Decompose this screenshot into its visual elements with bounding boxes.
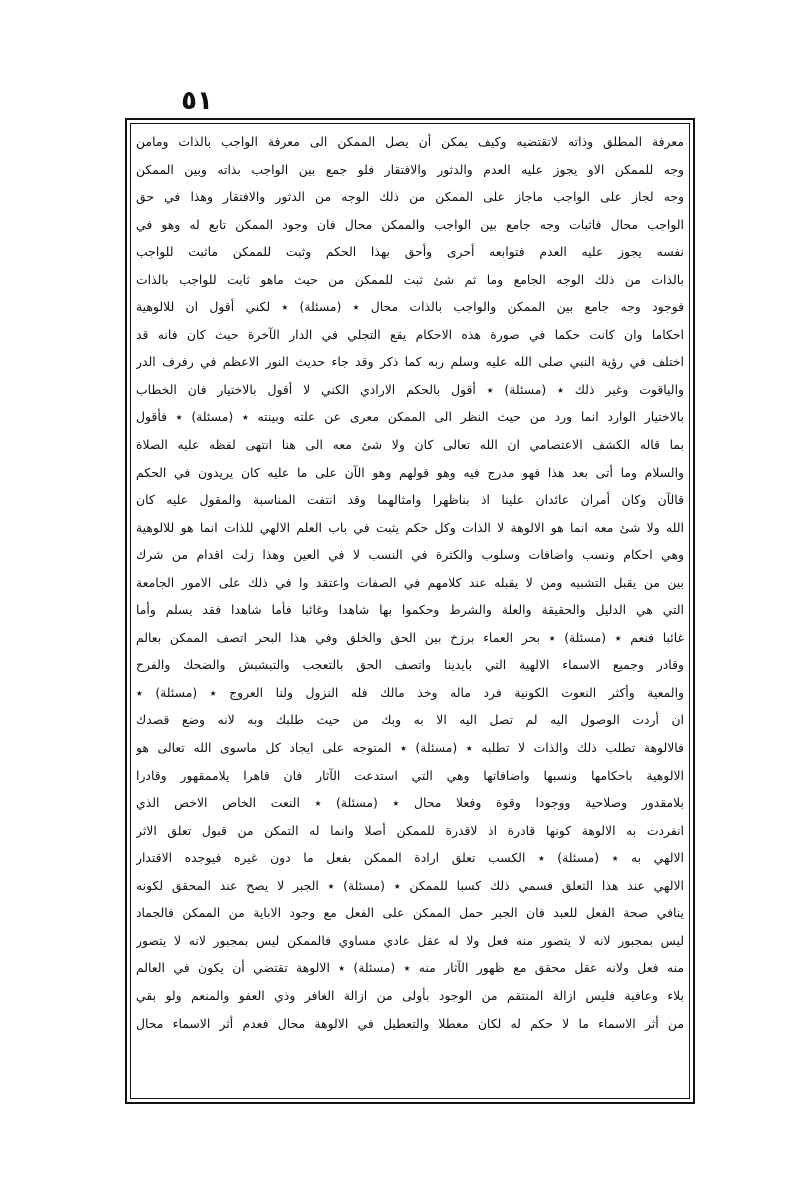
text-line: وهي احكام ونسب واضافات وسلوب والكثرة في النسب لا في العين وهذا زلت اقدام من شرك bbox=[136, 547, 684, 563]
text-line: معرفة المطلق وذاته لاتقتضيه وكيف يمكن أن يصل الممكن الى معرفة الواجب بالذات ومامن bbox=[136, 134, 684, 149]
text-line: غائبا فنعم ٭ (مسئلة) ٭ بحر العماء برزخ بين الحق والخلق وفي هذا البحر اتصف الممكن بعالم bbox=[136, 629, 684, 645]
text-line: ينافي صحة الفعل للعبد فان الجبر حمل الممكن على الفعل مع وجود الاباية من الممكن فالجماد bbox=[136, 905, 684, 921]
text-line: والياقوت وغير ذلك ٭ (مسئلة) ٭ أقول بالحكم الارادي الكني لا أقول بالاختيار فان الخطاب bbox=[136, 381, 684, 397]
text-line: الواجب محال فاثبات وجه جامع بين الواجب والممكن محال فان وجود الممكن تابع له وهو في bbox=[136, 216, 684, 232]
text-line: بما قاله الكشف الاعتصامي ان الله تعالى كان ولا شئ معه الى هنا انتهى لفظه عليه الصلاة bbox=[136, 437, 684, 453]
text-line: الله ولا شئ معه انما هو الالوهة لا الذات وكل حكم يثبت في باب العلم الالهي للذات انما هو للالوهية bbox=[136, 519, 684, 535]
text-line: وجه للممكن الاو يجوز عليه العدم والدثور والافتقار فلو جمع بين الواجب بذاته وبين الممكن bbox=[136, 161, 684, 177]
text-line: ليس بمجبور لانه لا يتصور منه فعل ولا له عقل عادي مساوي فالممكن ليس بمجبور لانه لا يتصور bbox=[136, 932, 684, 948]
text-line: الالوهية باحكامها ونسبها واضافاتها وهي التي استدعت الآثار فان قاهرا يلاممقهور وقادرا bbox=[136, 767, 684, 783]
text-body bbox=[136, 128, 684, 1094]
text-line: اختلف في رؤية النبي صلى الله عليه وسلم ربه كما ذكر وقد جاء حديث النور الاعظم في رفرف الدر bbox=[136, 354, 684, 370]
text-line: احكاما وان كانت حكما في صورة هذه الاحكام يقع التجلي في الدار الآخرة حيث كان فانه قد bbox=[136, 326, 684, 342]
text-line: التي هي الدليل والحقيقة والعلة والشرط وحكموا بها شاهدا وغائبا فأما شاهدا فقد يسلم وأما bbox=[136, 602, 684, 618]
text-line: من أثر الاسماء ما لا حكم له لكان معطلا والتعطيل في الالوهة محال فعدم أثر الاسماء محال bbox=[136, 1015, 684, 1031]
text-line: الالهي عند هذا التعلق فسمي ذلك كسبا للممكن ٭ (مسئلة) ٭ الجبر لا يصح عند المحقق لكونه bbox=[136, 877, 684, 893]
text-line: والسلام وما أتى بعد هذا فهو مدرج فيه وهو قولهم وهو الآن على ما عليه كان يريدون في الحكم bbox=[136, 464, 684, 480]
page-number: ٥١ bbox=[181, 86, 213, 116]
text-line: انفردت به الالوهة كونها قادرة اذ لاقدرة للممكن أصلا وانما له التمكن من قبول تعلق الاثر bbox=[136, 822, 684, 838]
text-line: منه فعل ولانه عقل محقق مع ظهور الآثار منه ٭ (مسئلة) ٭ الالوهة تقتضي أن يكون في العالم bbox=[136, 960, 684, 976]
text-line: فالالوهة تطلب ذلك والذات لا تطلبه ٭ (مسئلة) ٭ المتوجه على ايجاد كل ماسوى الله تعالى هو bbox=[136, 740, 684, 756]
text-line: قالآن وكان أمران عائدان علينا اذ بناظهرا وامثالهما وقد انتفت المناسبة والمقول عليه كان bbox=[136, 492, 684, 508]
text-line: بلاء وعافية فليس ازالة المنتقم من الوجود بأولى من ازالة الغافر وذي العفو والمنعم ولو بقي bbox=[136, 987, 684, 1003]
text-line: بالذات من ذلك الوجه الجامع وما ثم شئ ثبت للممكن من حيث ماهو ثابت للواجب بالذات bbox=[136, 271, 684, 287]
text-line: الالهي به ٭ (مسئلة) ٭ الكسب تعلق ارادة الممكن بفعل ما دون غيره فيوجده الاقتدار bbox=[136, 850, 684, 866]
text-line: وجه لجاز على الواجب ماجاز على الممكن من ذلك الوجه من الدثور والافتقار وهذا في حق bbox=[136, 189, 684, 205]
text-line: بين من يقبل التشبيه ومن لا يقبله عند كلامهم في الصفات واعتقد وا في ذلك على الامور الجامعة bbox=[136, 574, 684, 590]
text-line: فوجود وجه جامع بين الممكن والواجب بالذات محال ٭ (مسئلة) ٭ لكني أقول ان للالوهية bbox=[136, 299, 684, 315]
text-line: بالاختيار الوارد انما ورد من حيث النظر الى الممكن معرى عن علته وبينته ٭ (مسئلة) ٭ فأقول bbox=[136, 409, 684, 425]
text-line: نفسه يجوز عليه العدم فتوابعه أحرى وأحق بهذا الحكم وثبت للممكن ماثبت للواجب bbox=[136, 244, 684, 260]
text-line: والمعية وأكثر النعوت الكونية فرد ماله وخذ مالك فله النزول ولنا العروج ٭ (مسئلة) ٭ bbox=[136, 684, 684, 700]
text-line: وقادر وجميع الاسماء الالهية التي بايدينا واتصف الحق بالتعجب والتبشبش والضحك والفرح bbox=[136, 657, 684, 673]
text-line: ان أردت الوصول اليه لم تصل اليه الا به وبك من حيث طلبك وبه لانه وضع قصدك bbox=[136, 712, 684, 728]
text-line: بلامقدور وصلاحية ووجودا وقوة وفعلا محال ٭ (مسئلة) ٭ النعت الخاص الاخص الذي bbox=[136, 795, 684, 811]
